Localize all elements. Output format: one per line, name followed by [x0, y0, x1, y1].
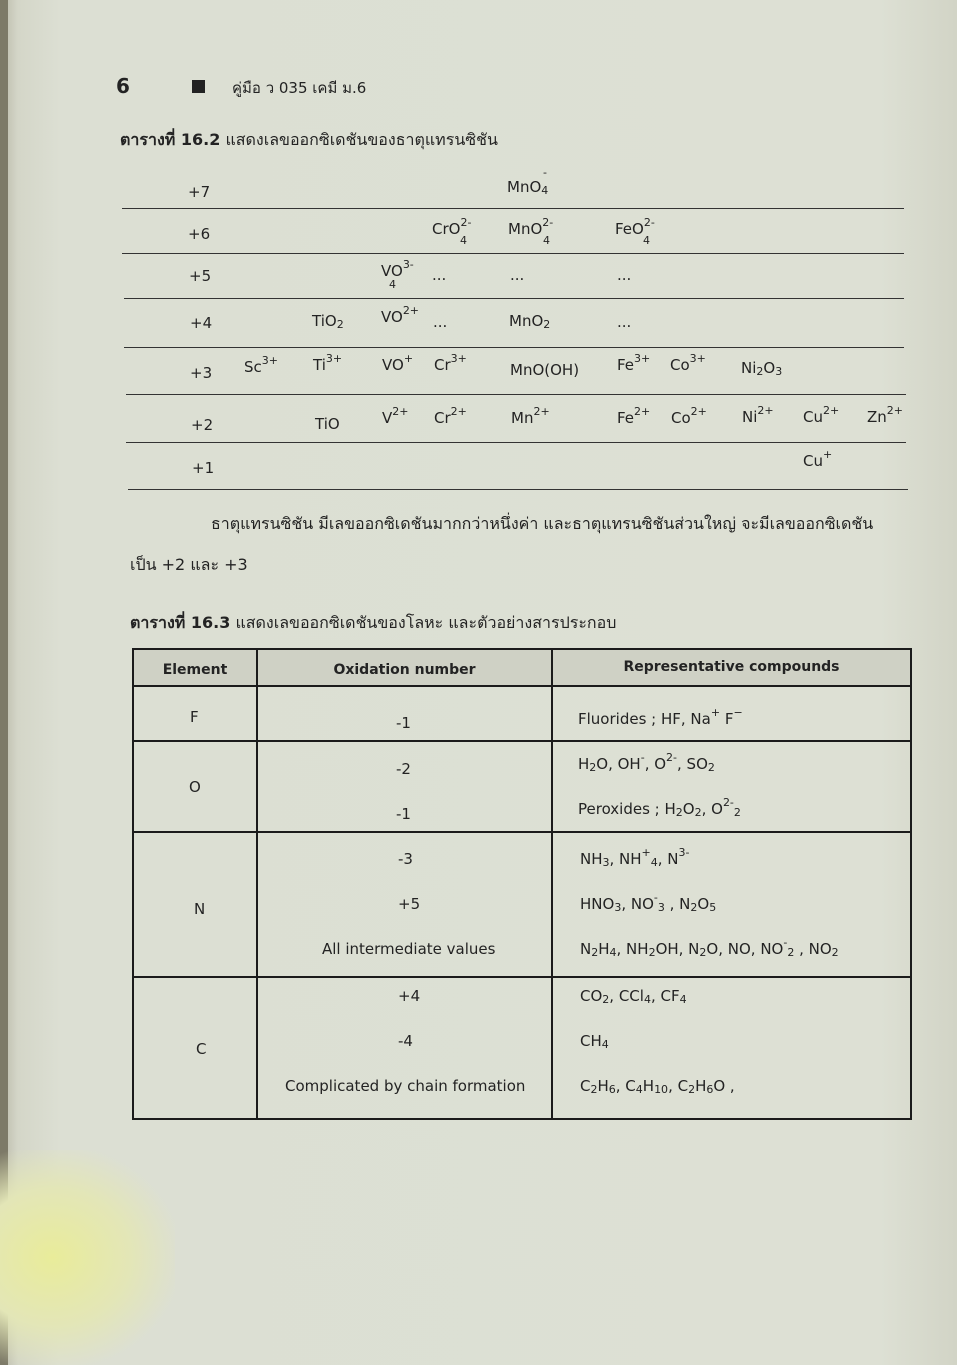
ox-o-2: -1 [396, 805, 411, 823]
species-manganate: MnO$^{2-}$ 4 [508, 216, 554, 247]
header-representative-compounds: Representative compounds [623, 659, 840, 675]
species-sc3: $Sc^{3+}$ [244, 354, 278, 376]
row-divider [134, 740, 910, 742]
species-mno2: MnO$_2$ [509, 312, 551, 331]
ox-n-3: All intermediate values [322, 940, 496, 958]
table1-caption [120, 128, 498, 153]
table1-row-divider [126, 442, 906, 443]
table2-caption-text: แสดงเลขออกซิเดชันของโลหะ และตัวอย่างสารประกอบ [235, 613, 617, 632]
species-ferrate: FeO$^{2-}$ 4 [615, 216, 655, 247]
compounds-o-1: $H_2O$, OH-, $O^{2-}$, $SO_2$ [578, 751, 715, 774]
species-v2: $V^{2+}$ [382, 405, 409, 427]
species-placeholder: ... [432, 266, 447, 284]
column-divider [256, 650, 258, 1120]
ox-state-label: +3 [190, 364, 213, 382]
species-placeholder: ... [510, 266, 525, 284]
compounds-c-2: $CH_4$ [580, 1032, 609, 1051]
table1-row-divider [128, 489, 908, 490]
ox-state-label: +4 [190, 314, 213, 332]
compounds-c-3: $C_2H_6$, $C_4H_{10}$, $C_2H_6O$ , [580, 1077, 735, 1096]
element-f: F [190, 708, 199, 726]
ox-c-1: +4 [398, 987, 421, 1005]
element-n: N [194, 900, 206, 918]
ox-c-2: -4 [398, 1032, 413, 1050]
ox-state-label: +6 [188, 225, 211, 243]
table1-caption-label: ตารางที่ 16.2 [120, 130, 221, 149]
species-mn2: $Mn^{2+}$ [511, 405, 550, 427]
table1-row-divider [122, 253, 904, 254]
species-vanadate: $VO^{3-}$ 4 [381, 258, 414, 291]
table1-row-divider [124, 298, 904, 299]
table1-row-divider [124, 347, 904, 348]
species-cu2: $Cu^{2+}$ [803, 404, 840, 426]
species-vo-plus: VO+ [382, 352, 414, 374]
table1-caption-text: แสดงเลขออกซิเดชันของธาตุแทรนซิชัน [225, 130, 498, 149]
header-oxidation-number: Oxidation number [333, 662, 476, 678]
species-tio: TiO [315, 415, 340, 433]
species-fe3: $Fe^{3+}$ [617, 352, 651, 374]
table2-caption [130, 611, 616, 636]
ox-state-label: +7 [188, 183, 211, 201]
table2-caption-label: ตารางที่ 16.3 [130, 613, 231, 632]
species-ni2: $Ni^{2+}$ [742, 404, 774, 426]
compounds-n-3: $N_2H_4$, $NH_2OH$, $N_2O$, NO, $NO^-_2$ , $NO_2$ [580, 936, 839, 959]
compounds-n-2: $HNO_3$, $NO^-_3$ , $N_2O_5$ [580, 891, 717, 914]
species-cu1: Cu+ [803, 448, 833, 470]
ox-c-3: Complicated by chain formation [285, 1077, 526, 1095]
row-divider [134, 831, 910, 833]
book-title: คู่มือ ว 035 เคมี ม.6 [232, 79, 367, 97]
species-placeholder: ... [617, 266, 632, 284]
paragraph-line-2: เป็น +2 และ +3 [130, 555, 248, 574]
ox-state-label: +5 [189, 267, 212, 285]
paper-stain [0, 1150, 175, 1365]
column-divider [551, 650, 553, 1120]
ox-state-label: +1 [192, 459, 215, 477]
species-placeholder: ... [433, 313, 448, 331]
species-cr2: $Cr^{2+}$ [434, 405, 467, 427]
ox-n-1: -3 [398, 850, 413, 868]
compounds-n-1: $NH_3$, $NH^+_4$, $N^{3-}$ [580, 846, 690, 869]
ox-o-1: -2 [396, 760, 411, 778]
compounds-o-2: Peroxides ; $H_2O_2$, $O^{2-}_2$ [578, 796, 741, 819]
row-divider [134, 976, 910, 978]
table1-row-divider [122, 208, 904, 209]
element-o: O [189, 778, 201, 796]
compounds-f: Fluorides ; HF, Na+ F− [578, 706, 743, 728]
species-zn2: $Zn^{2+}$ [867, 404, 904, 426]
species-placeholder: ... [617, 313, 632, 331]
header-element: Element [162, 662, 228, 678]
page-number: 6 [116, 74, 130, 98]
species-vanadyl: $VO^{2+}$ [381, 304, 420, 326]
species-permanganate: MnO$_4$ - [507, 166, 549, 197]
species-ni2o3: $Ni_2O_3$ [741, 359, 783, 378]
species-fe2: $Fe^{2+}$ [617, 405, 651, 427]
header-divider [134, 685, 910, 687]
element-c: C [196, 1040, 207, 1058]
ox-n-2: +5 [398, 895, 421, 913]
ox-state-label: +2 [191, 416, 214, 434]
species-ti3: $Ti^{3+}$ [313, 352, 343, 374]
species-co3: $Co^{3+}$ [670, 352, 706, 374]
table1-row-divider [126, 394, 906, 395]
species-mnooh: MnO(OH) [510, 361, 580, 379]
ox-f: -1 [396, 714, 411, 732]
species-cr3: $Cr^{3+}$ [434, 352, 467, 374]
oxidation-table [132, 648, 912, 1120]
species-co2: $Co^{2+}$ [671, 405, 707, 427]
paragraph-line-1: ธาตุแทรนซิชัน มีเลขออกซิเดชันมากกว่าหนึ่งค่า และธาตุแทรนซิชันส่วนใหญ่ จะมีเลขออกซิเดชัน [211, 514, 874, 533]
species-chromate: CrO$^{2-}$ 4 [432, 216, 472, 247]
compounds-c-1: $CO_2$, CCl$_4$, $CF_4$ [580, 987, 687, 1006]
header-square-icon [192, 80, 205, 93]
species-tio2: TiO$_2$ [312, 312, 344, 331]
